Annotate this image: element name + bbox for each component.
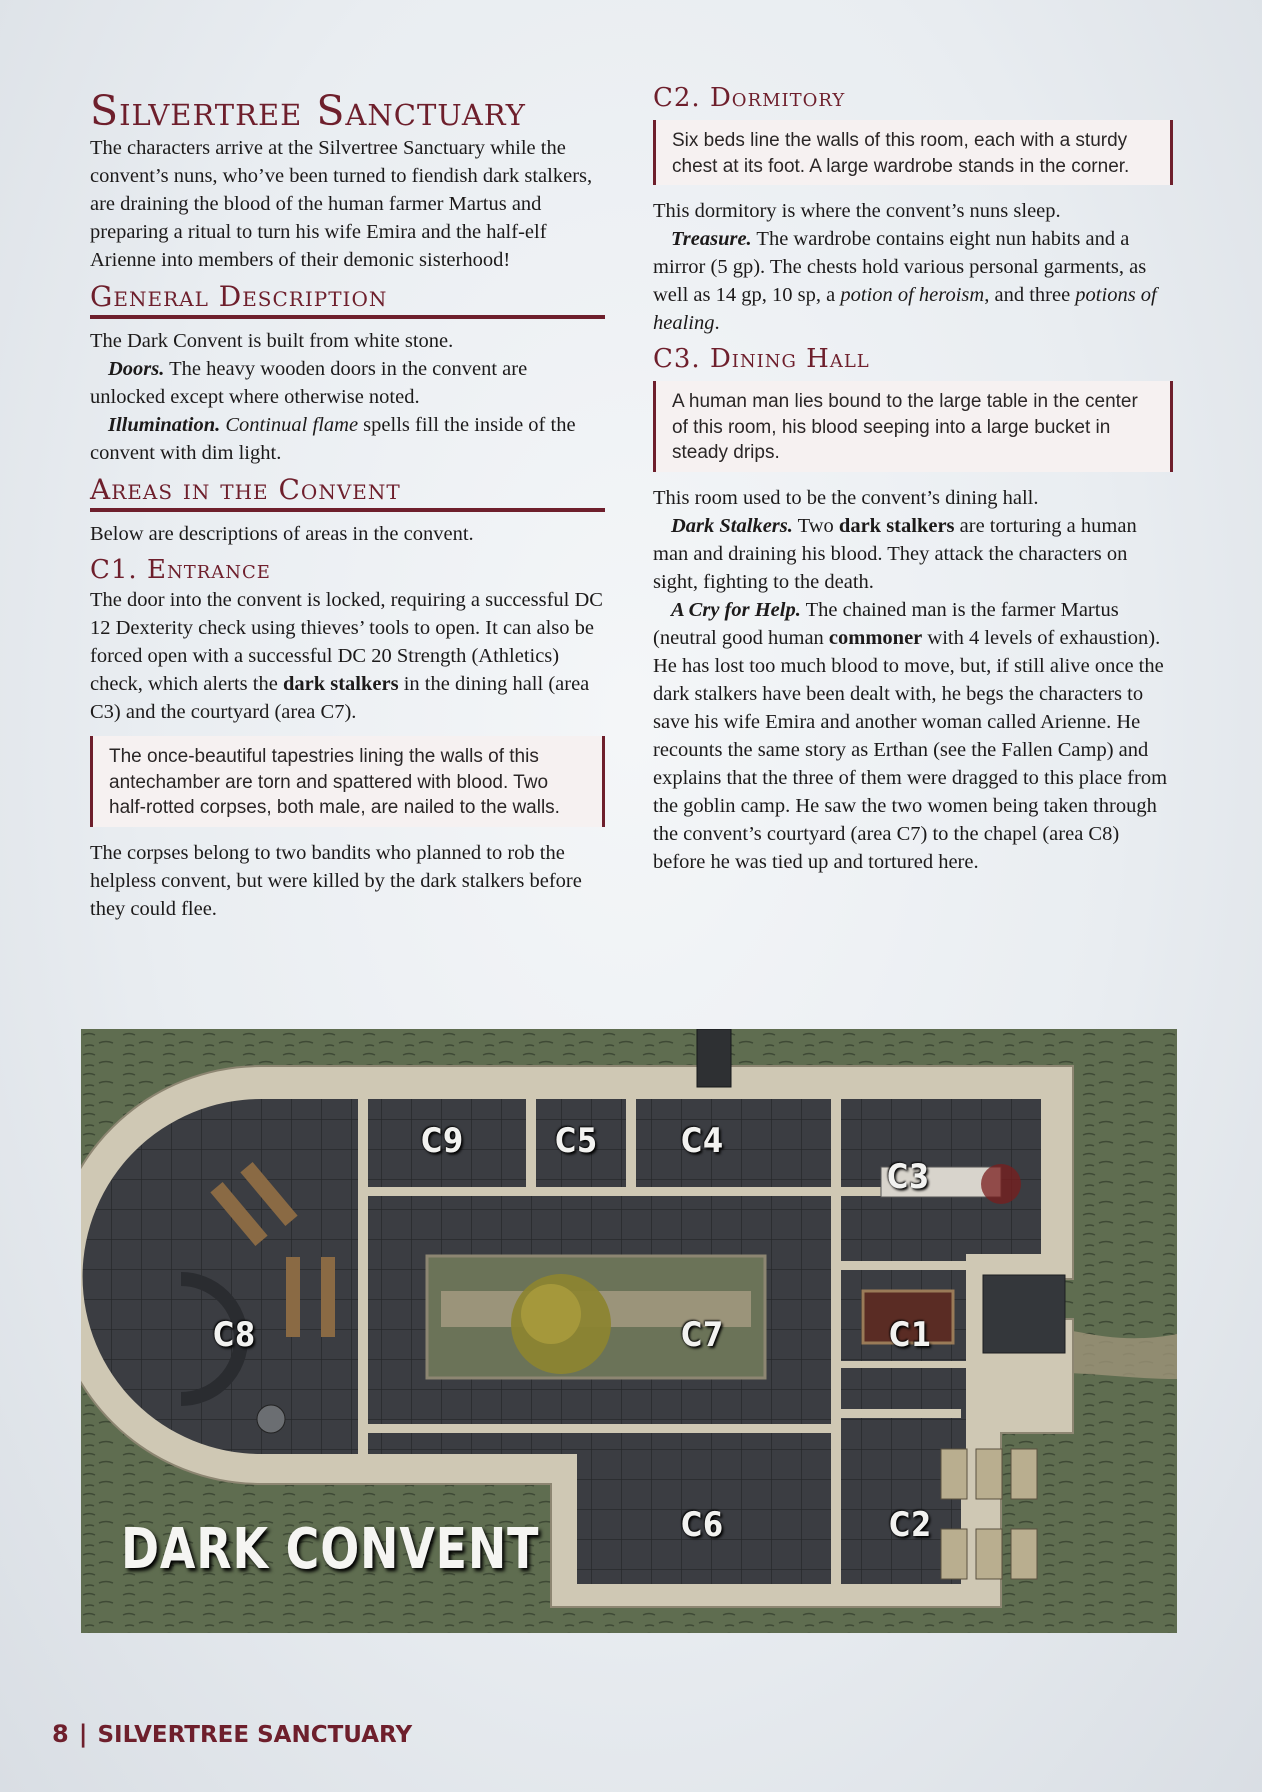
c3-heading: C3. Dining Hall bbox=[653, 344, 870, 374]
c1-read-aloud-box: The once-beautiful tapestries lining the walls of this antechamber are torn and spattered with blood. Two half-rotted corpses, both male, are nailed to the walls. bbox=[90, 736, 605, 827]
illumination-spell: Continual flame bbox=[225, 414, 359, 436]
c2-text: This dormitory is where the convent’s nuns sleep. bbox=[653, 200, 1061, 222]
room-label-c1: C1 bbox=[889, 1315, 933, 1355]
map-title: DARK CONVENT bbox=[121, 1517, 540, 1582]
c2-heading: C2. Dormitory bbox=[653, 83, 846, 113]
silver-tree-canopy bbox=[521, 1284, 581, 1344]
north-stairs bbox=[697, 1029, 731, 1087]
page-footer bbox=[52, 1720, 412, 1748]
chapel-font bbox=[257, 1405, 285, 1433]
illumination-text: spells fill the inside of the convent with dim light. bbox=[90, 414, 576, 464]
stalkers-paragraph bbox=[653, 512, 1173, 596]
illumination-paragraph bbox=[90, 411, 605, 467]
c1-heading: C1. Entrance bbox=[90, 555, 271, 585]
intro-paragraph: The characters arrive at the Silvertree Sanctuary while the convent’s nuns, who’ve been turned to fiendish dark stalkers, are draining the blood of the human farmer Martus and preparing a ritual to turn his wife Emira and the half-elf Arienne into members of their demonic sisterhood! bbox=[90, 137, 593, 271]
treasure-text-c: . bbox=[714, 312, 720, 334]
c3-read-aloud-box: A human man lies bound to the large table in the center of this room, his blood seeping into a large bucket in steady drips. bbox=[653, 381, 1173, 472]
stalkers-label: Dark Stalkers. bbox=[671, 514, 793, 537]
footer-section-title: SILVERTREE SANCTUARY bbox=[97, 1722, 413, 1748]
room-label-c3: C3 bbox=[887, 1157, 931, 1197]
cry-label: A Cry for Help. bbox=[671, 598, 801, 621]
c1-paragraph bbox=[90, 586, 605, 726]
east-stairs bbox=[983, 1275, 1065, 1353]
page-title: Silvertree Sanctuary bbox=[90, 87, 526, 135]
room-label-c7: C7 bbox=[681, 1315, 725, 1355]
doors-text: The heavy wooden doors in the convent are unlocked except where otherwise noted. bbox=[90, 358, 528, 408]
stalkers-text-a: Two bbox=[792, 514, 839, 537]
right-column bbox=[653, 80, 1173, 876]
room-label-c6: C6 bbox=[681, 1505, 725, 1545]
c2-read-aloud-box: Six beds line the walls of this room, each with a sturdy chest at its foot. A large wardrobe stands in the corner. bbox=[653, 120, 1173, 185]
chapel-bench-4 bbox=[321, 1257, 335, 1337]
room-label-c2: C2 bbox=[889, 1505, 933, 1545]
treasure-text-b: , and three bbox=[984, 284, 1076, 306]
dark-convent-map bbox=[81, 1029, 1177, 1633]
general-description-heading: General Description bbox=[90, 280, 605, 319]
c1-bold: dark stalkers bbox=[282, 673, 399, 695]
c1-text-b: in the dining hall (area C3) and the courtyard (area C7). bbox=[90, 673, 590, 723]
cry-bold: commoner bbox=[828, 626, 923, 649]
page-number: 8 bbox=[52, 1720, 69, 1748]
treasure-label: Treasure. bbox=[671, 228, 752, 250]
cry-text-a: The chained man is the farmer Martus (neutral good human bbox=[653, 598, 1119, 649]
blood-pool bbox=[981, 1164, 1021, 1204]
cry-text-b: with 4 levels of exhaustion). He has lost too much blood to move, but, if still alive once the dark stalkers have been dealt with, he begs the characters to save his wife Emira and another woman called Arienne. He recounts the same story as Erthan (see the Fallen Camp) and explains that the three of them were dragged to this place from the goblin camp. He saw the two women being taken through the convent’s courtyard (area C7) to the chapel (area C8) before he was tied up and tortured here. bbox=[653, 626, 1168, 873]
potion-healing: potions of healing bbox=[653, 284, 1157, 334]
stalkers-text-b: are torturing a human man and draining his blood. They attack the characters on sight, fighting to the death. bbox=[653, 514, 1137, 593]
room-label-c4: C4 bbox=[681, 1121, 725, 1161]
c1-text-a: The door into the convent is locked, requiring a successful DC 12 Dexterity check using thieves’ tools to open. It can also be forced open with a successful DC 20 Strength (Athletics) check, which alerts the bbox=[90, 589, 603, 695]
footer-separator: | bbox=[78, 1720, 88, 1748]
room-label-c8: C8 bbox=[213, 1315, 257, 1355]
room-label-c5: C5 bbox=[555, 1121, 599, 1161]
doors-paragraph bbox=[90, 355, 605, 411]
areas-text: Below are descriptions of areas in the convent. bbox=[90, 523, 474, 545]
stalkers-bold: dark stalkers bbox=[838, 514, 955, 537]
illumination-label: Illumination. bbox=[108, 414, 221, 436]
left-column bbox=[90, 80, 605, 923]
treasure-paragraph bbox=[653, 225, 1173, 337]
c3-text: This room used to be the convent’s dining hall. bbox=[653, 486, 1039, 509]
c1-after-text: The corpses belong to two bandits who planned to rob the helpless convent, but were killed by the dark stalkers before they could flee. bbox=[90, 841, 582, 920]
potion-heroism: potion of heroism bbox=[840, 284, 985, 306]
doors-label: Doors. bbox=[108, 358, 165, 380]
room-label-c9: C9 bbox=[421, 1121, 465, 1161]
areas-heading: Areas in the Convent bbox=[90, 473, 605, 512]
treasure-text-a: The wardrobe contains eight nun habits and a mirror (5 gp). The chests hold various personal garments, as well as 14 gp, 10 sp, a bbox=[653, 228, 1147, 306]
general-description-text: The Dark Convent is built from white stone. bbox=[90, 330, 454, 352]
cry-paragraph bbox=[653, 596, 1173, 876]
chapel-bench-3 bbox=[286, 1257, 300, 1337]
